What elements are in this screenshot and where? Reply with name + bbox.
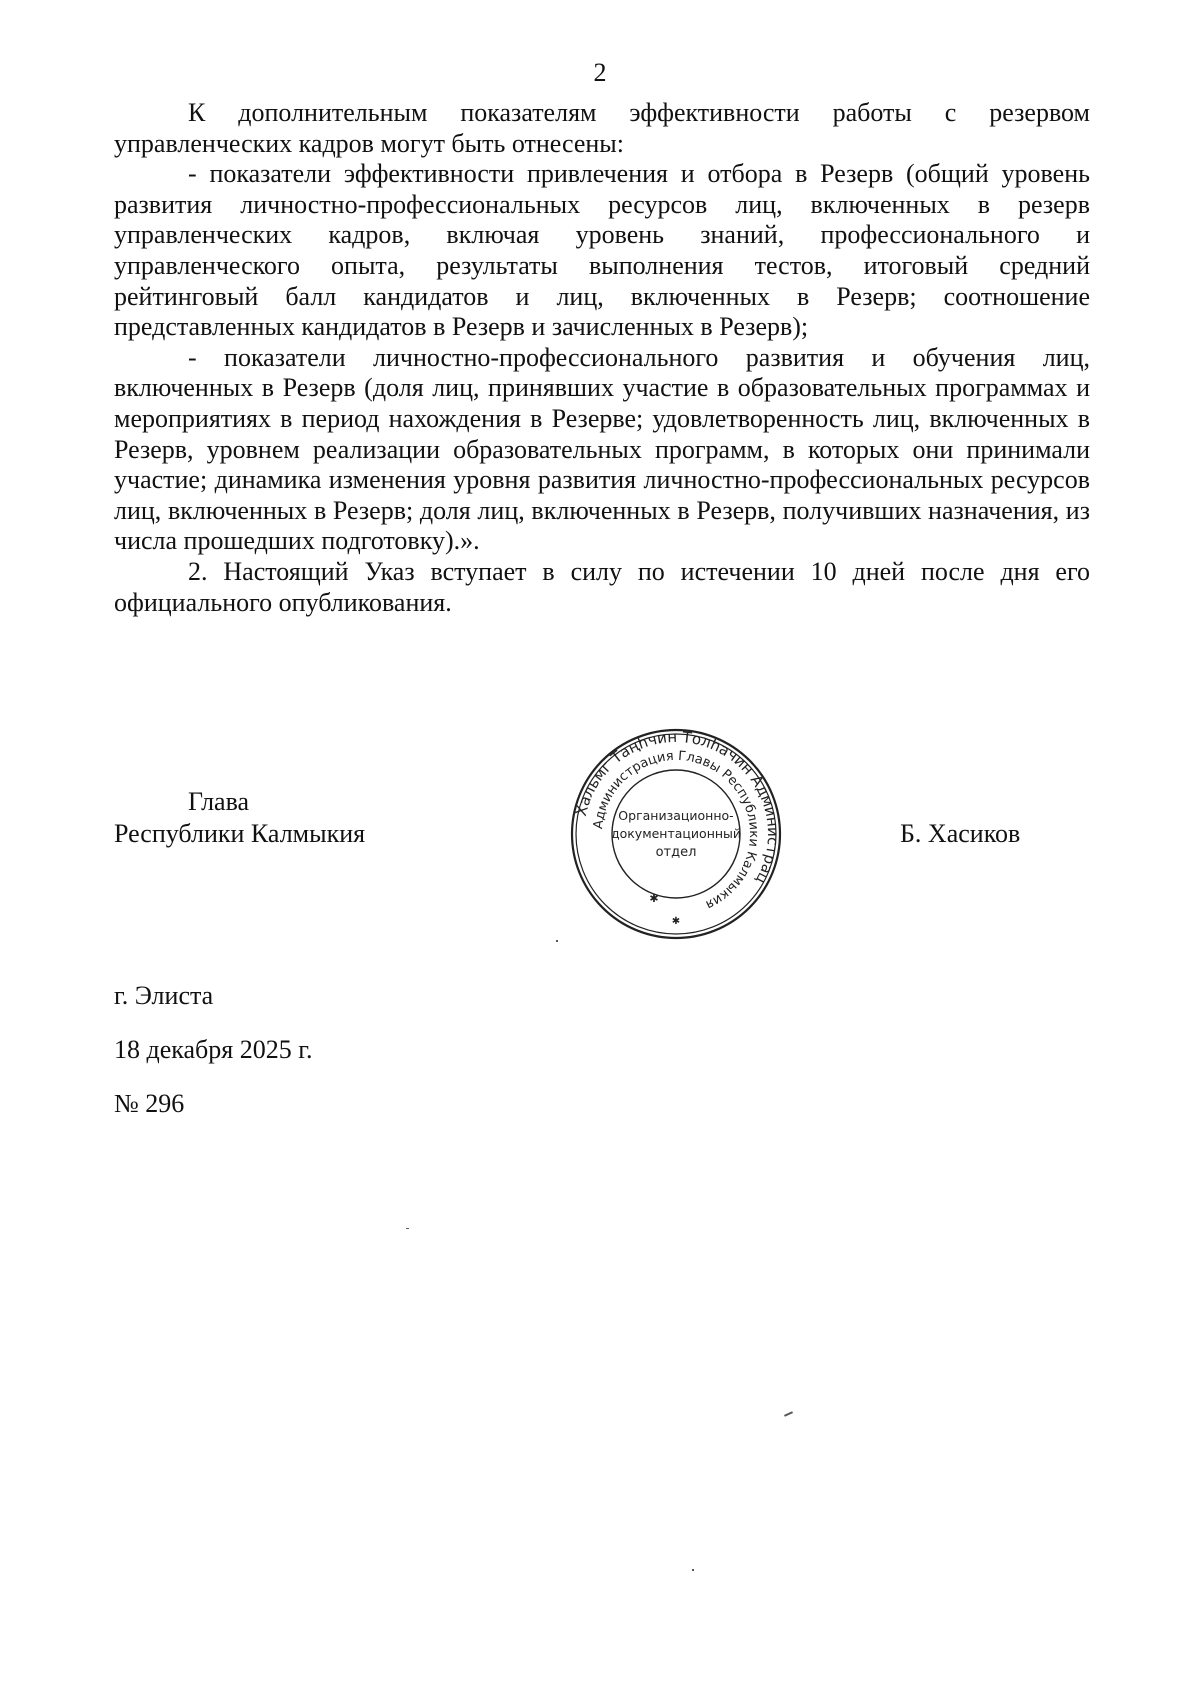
scan-speck (556, 940, 558, 942)
scan-speck (406, 1228, 409, 1229)
scan-speck (692, 1569, 694, 1571)
document-number: № 296 (114, 1089, 185, 1118)
paragraph-effective-date: 2. Настоящий Указ вступает в силу по истечении 10 дней после дня его официального опубликования. (114, 556, 1090, 617)
issue-date: 18 декабря 2025 г. (114, 1035, 313, 1064)
paragraph-development-indicators: - показатели личностно-профессионального развития и обучения лиц, включенных в Резерв (доля лиц, принявших участие в образовательных программах и мероприятиях в период нахождения в Резерве; удовлетворенность лиц, включенных в Резерв, уровнем реализации образовательных программ, в которых они принимали участие; динамика изменения уровня развития личностно-профессиональных ресурсов лиц, включенных в Резерв; доля лиц, включенных в Резерв, получивших назначения, из числа прошедших подготовку).». (114, 342, 1090, 556)
signatory-name: Б. Хасиков (900, 819, 1021, 848)
official-stamp (570, 728, 782, 940)
signature-title-line2: Республики Калмыкия (114, 819, 366, 848)
paragraph-selection-indicators: - показатели эффективности привлечения и отбора в Резерв (общий уровень развития личностно-профессиональных ресурсов лиц, включенных в резерв управленческих кадров, включая уровень знаний, профессионального и управленческого опыта, результаты выполнения тестов, итоговый средний рейтинговый балл кандидатов и лиц, включенных в Резерв; соотношение представленных кандидатов в Резерв и зачисленных в Резерв); (114, 159, 1090, 342)
stamp-star-icon: ✱ (671, 916, 681, 927)
stamp-star-icon: ✱ (649, 893, 659, 905)
stamp-outer-text: Хальмг Таңһчин Толһачин Администрац (571, 728, 782, 888)
stamp-center-line3: отдел (655, 845, 697, 860)
signature-title-line1: Глава (188, 787, 250, 816)
paragraph-intro: К дополнительным показателям эффективности работы с резервом управленческих кадров могут быть отнесены: (114, 98, 1090, 158)
stamp-center-line1: Организационно- (618, 808, 734, 823)
document-body (114, 98, 1090, 618)
document-footer (114, 980, 312, 1142)
stamp-center-line2: документационный (610, 826, 742, 841)
scan-speck (784, 1411, 793, 1417)
issue-city: г. Элиста (114, 981, 214, 1010)
stamp-inner-text: Администрация Главы Республики Калмыкия (591, 748, 762, 913)
page-number: 2 (593, 58, 607, 87)
signature-title (114, 786, 365, 850)
